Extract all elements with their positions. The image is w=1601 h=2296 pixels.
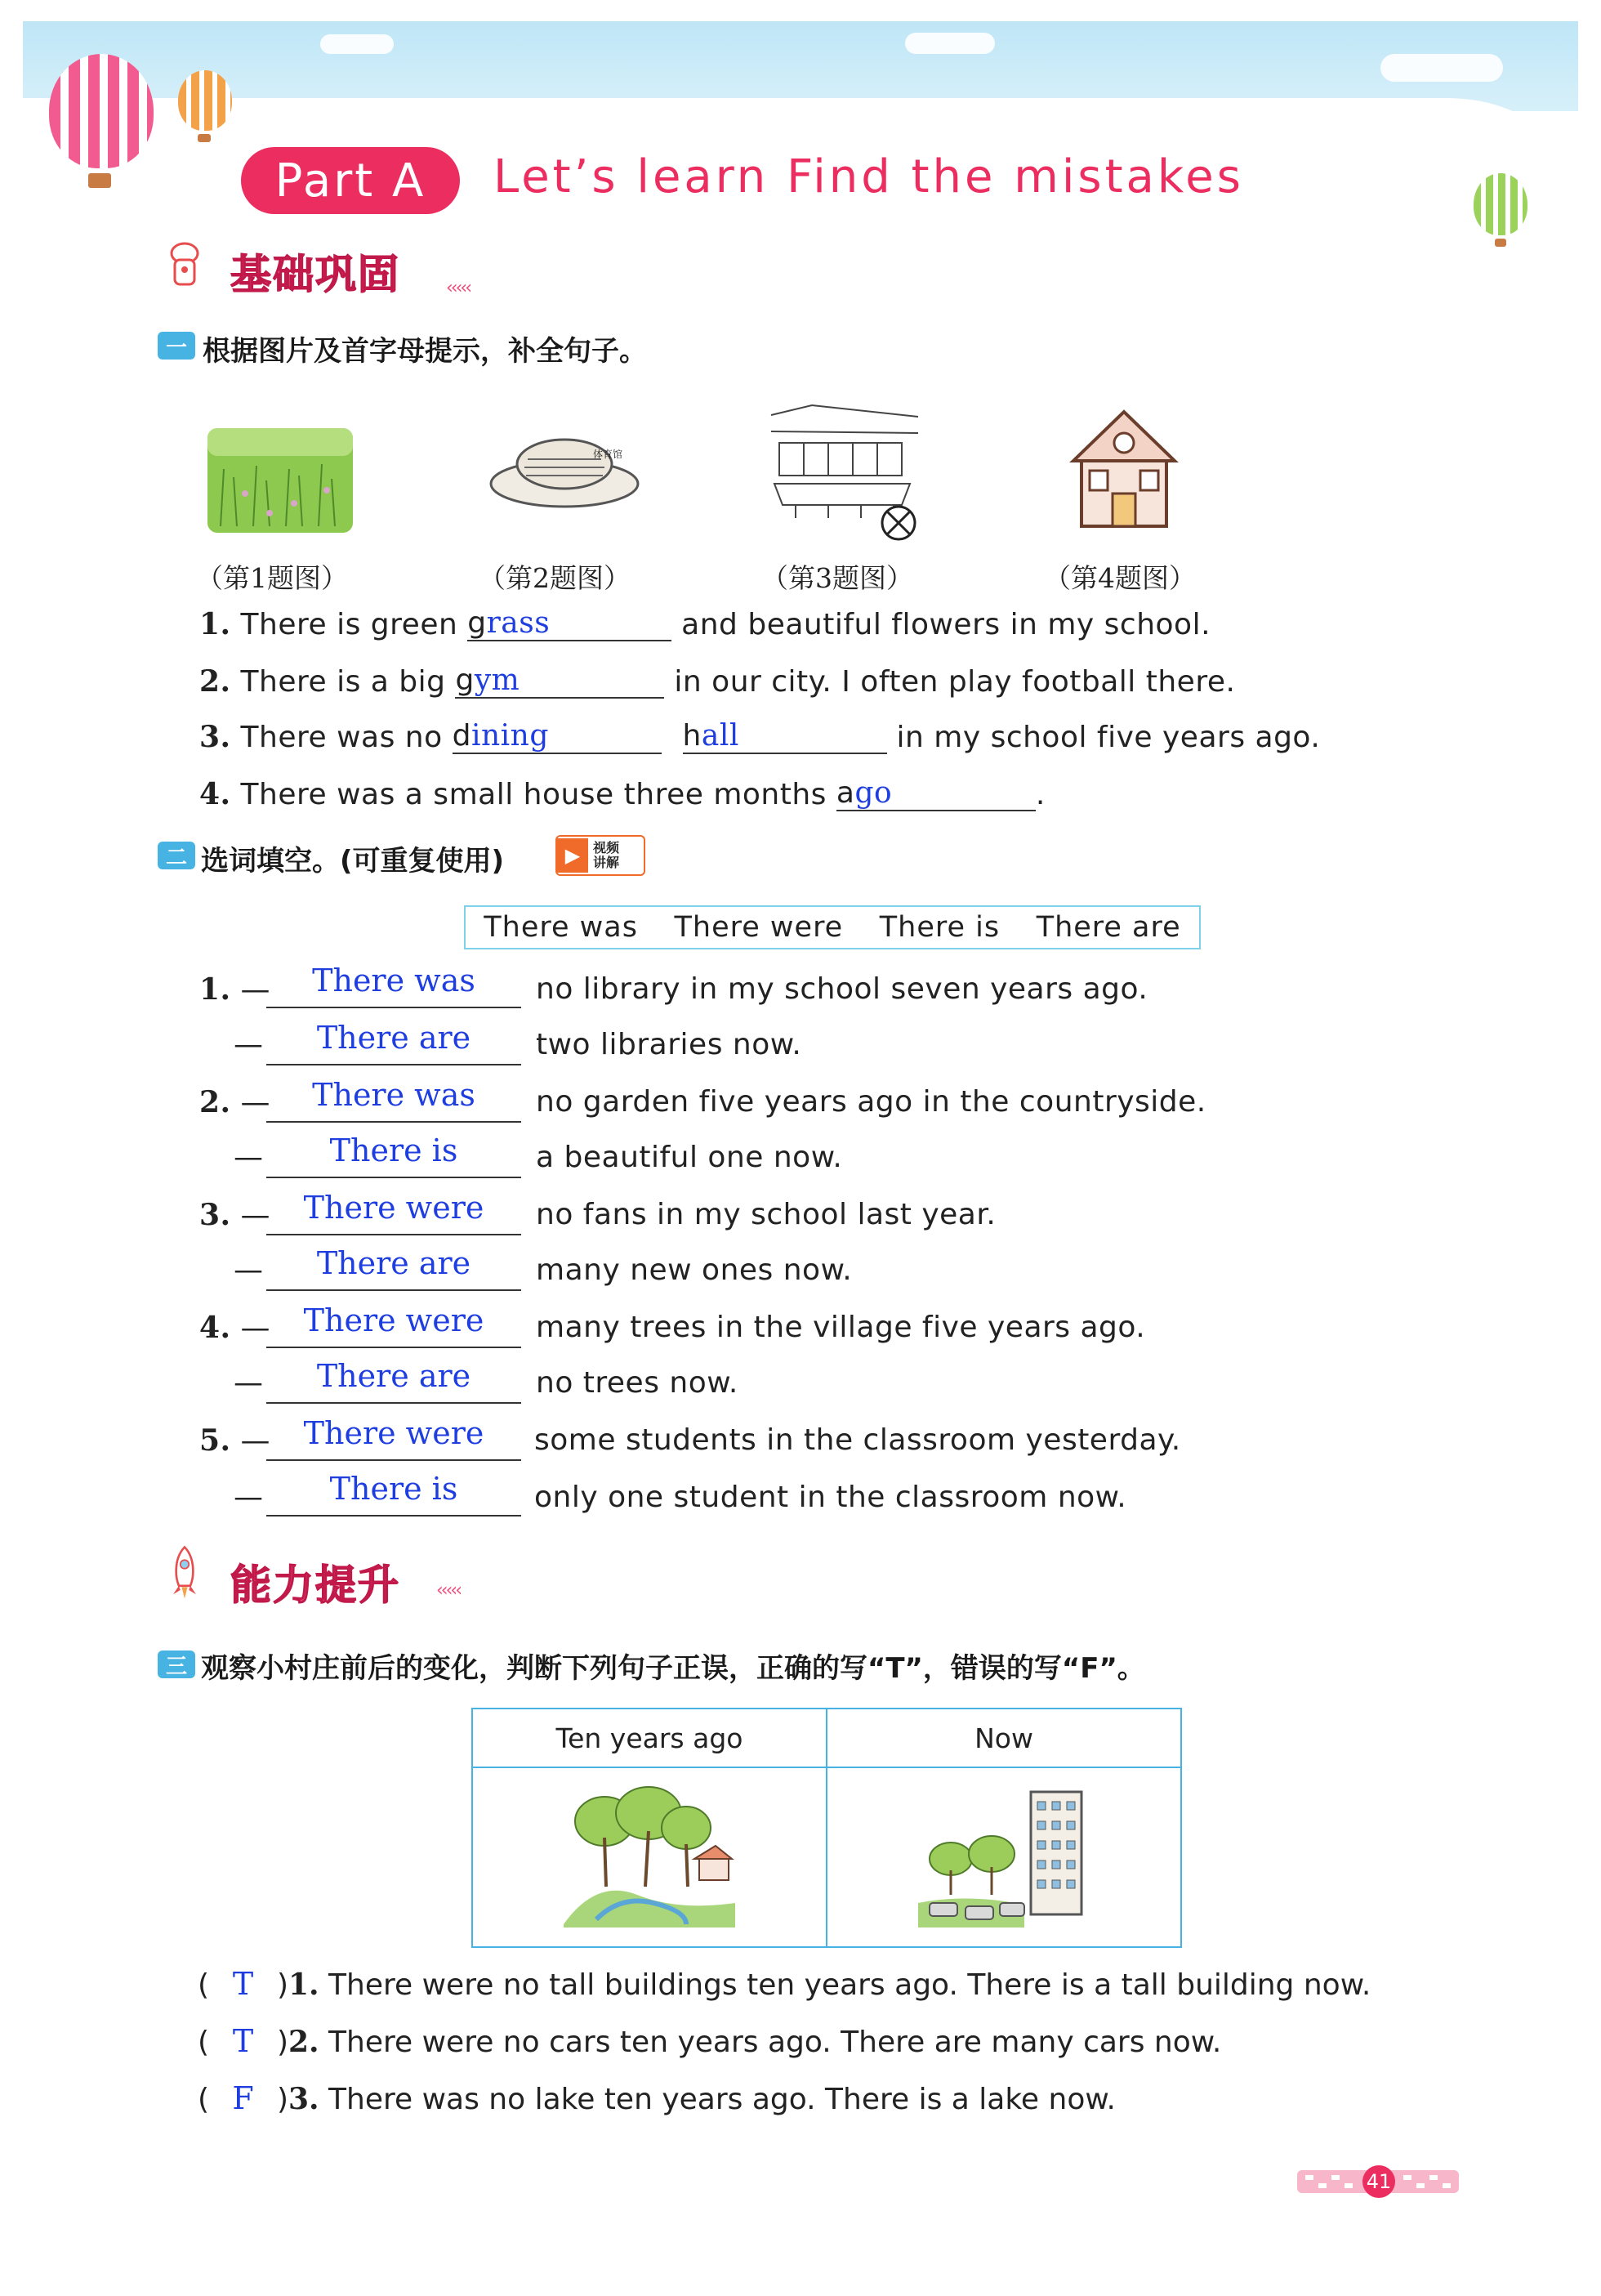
grass-picture: [204, 412, 356, 536]
tf-item: ( T )1. There were no tall buildings ten years ago. There is a tall building now.: [198, 1966, 1371, 2002]
answer: all: [701, 719, 739, 753]
cloud: [905, 33, 995, 54]
picture-caption: （第4题图）: [1044, 562, 1196, 594]
answer: F: [232, 2080, 254, 2116]
ex2-item-number: 1. —: [199, 972, 271, 1007]
village-comparison-table: [471, 1708, 1182, 1948]
ex1-item-3: 3. There was no dining hall in my school five years ago.: [199, 719, 1321, 754]
sentence-text: many trees in the village five years ago.: [536, 1311, 1146, 1344]
exercise-instruction: 选词填空。(可重复使用): [201, 845, 505, 878]
answer-blank: There are: [266, 1245, 521, 1291]
word-bank: [464, 905, 1201, 949]
gym-picture: [485, 425, 644, 515]
village-past-picture: [564, 1780, 735, 1927]
word-option: There were: [674, 911, 844, 944]
picture-caption: （第3题图）: [761, 562, 913, 594]
picture-caption: （第1题图）: [196, 562, 348, 594]
ex1-item-2: 2. There is a big gym in our city. I often play football there.: [199, 663, 1236, 699]
cloud: [1380, 54, 1503, 82]
ex2-item-number: 2. —: [199, 1085, 271, 1119]
word-option: There are: [1036, 911, 1181, 944]
rocket-icon: [160, 1544, 209, 1601]
exercise-number: 一: [158, 332, 195, 360]
sentence-text: only one student in the classroom now.: [534, 1481, 1127, 1514]
gym-sign: 体育馆: [593, 449, 623, 460]
hot-air-balloon-icon: [1474, 173, 1527, 235]
answer: rass: [486, 606, 551, 640]
exercise-instruction: 根据图片及首字母提示，补全句子。: [203, 335, 647, 368]
answer-blank: There are: [266, 1020, 521, 1065]
page-number-badge: [1297, 2165, 1459, 2198]
table-header: Now: [827, 1709, 1181, 1767]
dash: —: [234, 1366, 264, 1400]
word-option: There was: [484, 911, 638, 944]
answer-blank: There were: [266, 1302, 521, 1348]
answer: ining: [470, 719, 549, 753]
ex2-item-number: 5. —: [199, 1423, 271, 1458]
dash: —: [234, 1141, 264, 1174]
hot-air-balloon-icon: [178, 70, 232, 131]
answer-blank: There were: [266, 1415, 521, 1461]
tf-item: ( T )2. There were no cars ten years ago. There are many cars now.: [198, 2023, 1222, 2059]
answer-blank: There is: [266, 1132, 521, 1178]
cloud: [320, 34, 394, 54]
exercise-number: 二: [158, 842, 195, 869]
picture-caption: （第2题图）: [479, 562, 631, 594]
exercise-instruction: 观察小村庄前后的变化，判断下列句子正误，正确的写“T”，错误的写“F”。: [201, 1652, 1145, 1685]
answer-blank: There were: [266, 1190, 521, 1235]
answer: ym: [474, 663, 520, 697]
ex2-item-number: 4. —: [199, 1311, 271, 1345]
answer-blank: There was: [266, 963, 521, 1008]
answer-blank: There was: [266, 1077, 521, 1123]
answer-blank: There is: [266, 1471, 521, 1517]
section-arrows: ‹‹‹‹‹: [446, 278, 470, 298]
page-title: Let’s learn Find the mistakes: [493, 150, 1244, 203]
sentence-text: many new ones now.: [536, 1253, 853, 1287]
balloon-basket: [88, 173, 111, 188]
village-now-picture: [918, 1780, 1090, 1927]
dash: —: [234, 1253, 264, 1287]
answer: T: [232, 1966, 254, 2002]
ex1-item-1: 1. There is green grass and beautiful flowers in my school.: [199, 606, 1211, 641]
sentence-text: some students in the classroom yesterday.: [534, 1423, 1181, 1457]
table-header: Ten years ago: [472, 1709, 827, 1767]
page-number: 41: [1366, 2170, 1392, 2193]
word-option: There is: [879, 911, 1001, 944]
tf-item: ( F )3. There was no lake ten years ago. There is a lake now.: [198, 2080, 1116, 2116]
sentence-text: no fans in my school last year.: [536, 1198, 997, 1231]
answer: go: [854, 776, 893, 810]
sentence-text: a beautiful one now.: [536, 1141, 843, 1174]
village-now-cell: [827, 1767, 1181, 1947]
house-picture: [1067, 404, 1181, 531]
dash: —: [234, 1481, 264, 1514]
dining-hall-picture: [763, 399, 923, 544]
answer-blank: There are: [266, 1358, 521, 1404]
sentence-text: no trees now.: [536, 1366, 738, 1400]
sentence-text: no garden five years ago in the countryside.: [536, 1085, 1206, 1119]
video-explanation-button[interactable]: ▶ 视频 讲解: [555, 835, 645, 876]
village-past-cell: [472, 1767, 827, 1947]
ex2-item-number: 3. —: [199, 1198, 271, 1232]
section-title-basic: 基础巩固: [230, 251, 400, 298]
sentence-text: two libraries now.: [536, 1028, 802, 1061]
play-icon: ▶: [557, 838, 588, 873]
hot-air-balloon-icon: [49, 54, 154, 168]
balloon-basket: [198, 134, 211, 142]
dash: —: [234, 1028, 264, 1061]
exercise-number: 三: [158, 1651, 195, 1678]
section-title-advanced: 能力提升: [230, 1561, 400, 1609]
sentence-text: no library in my school seven years ago.: [536, 972, 1148, 1006]
chef-icon: [160, 237, 209, 294]
section-arrows: ‹‹‹‹‹: [436, 1580, 460, 1601]
ex1-item-4: 4. There was a small house three months ago .: [199, 776, 1046, 811]
balloon-basket: [1495, 239, 1506, 247]
part-label: Part A: [241, 147, 460, 214]
answer: T: [232, 2023, 254, 2059]
